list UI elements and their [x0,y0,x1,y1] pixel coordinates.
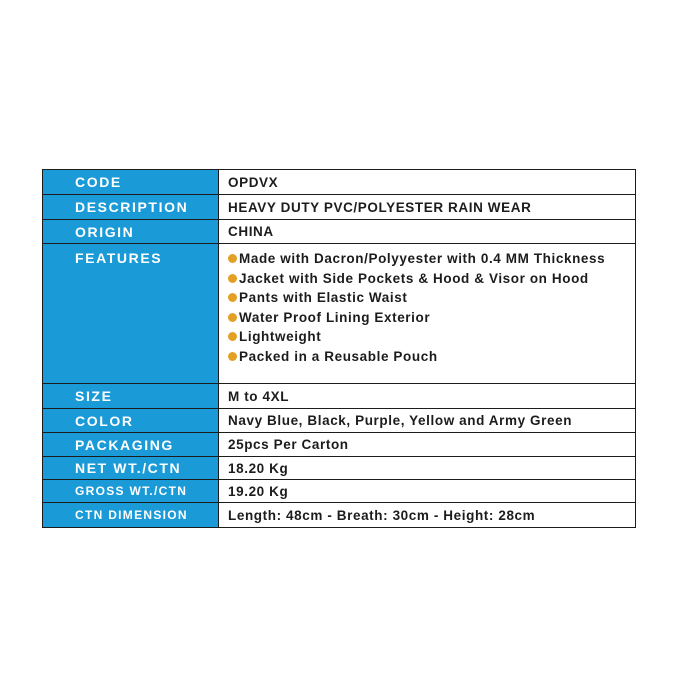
spec-row-features [43,244,635,384]
net-wt-label: NET WT./CTN [43,457,219,479]
spec-row-description [43,195,635,220]
packaging-value: 25pcs Per Carton [228,437,349,452]
spec-row-code [43,170,635,195]
spec-row-net-wt [43,457,635,480]
feature-item [228,269,635,289]
spec-row-gross-wt [43,480,635,503]
bullet-icon [228,313,237,322]
origin-label: ORIGIN [43,220,219,243]
color-label: COLOR [43,409,219,432]
ctn-dimension-label: CTN DIMENSION [43,503,219,527]
code-label: CODE [43,170,219,194]
bullet-icon [228,332,237,341]
feature-item [228,327,635,347]
feature-item [228,347,635,367]
bullet-icon [228,293,237,302]
gross-wt-label: GROSS WT./CTN [43,480,219,502]
features-list [219,244,635,383]
feature-text: Made with Dacron/Polyyester with 0.4 MM Thickness [239,251,606,267]
feature-text: Lightweight [239,329,322,345]
description-label: DESCRIPTION [43,195,219,219]
spec-row-color [43,409,635,433]
features-label: FEATURES [43,244,219,383]
gross-wt-value: 19.20 Kg [228,483,289,499]
feature-text: Jacket with Side Pockets & Hood & Visor on Hood [239,270,589,286]
spec-row-origin [43,220,635,244]
size-value: M to 4XL [228,388,290,404]
feature-text: Pants with Elastic Waist [239,290,408,306]
spec-row-ctn-dimension [43,503,635,527]
color-value: Navy Blue, Black, Purple, Yellow and Army Green [228,413,573,428]
bullet-icon [228,352,237,361]
description-value: HEAVY DUTY PVC/POLYESTER RAIN WEAR [228,199,532,215]
feature-item [228,308,635,328]
feature-text: Water Proof Lining Exterior [239,309,431,325]
net-wt-value: 18.20 Kg [228,460,289,476]
bullet-icon [228,254,237,263]
spec-row-packaging [43,433,635,457]
spec-row-size [43,384,635,409]
bullet-icon [228,274,237,283]
packaging-label: PACKAGING [43,433,219,456]
ctn-dimension-value: Length: 48cm - Breath: 30cm - Height: 28cm [228,507,536,523]
product-spec-table [42,169,636,528]
feature-item [228,249,635,269]
feature-text: Packed in a Reusable Pouch [239,348,438,364]
code-value: OPDVX [228,174,279,190]
origin-value: CHINA [228,224,274,239]
size-label: SIZE [43,384,219,408]
feature-item [228,288,635,308]
